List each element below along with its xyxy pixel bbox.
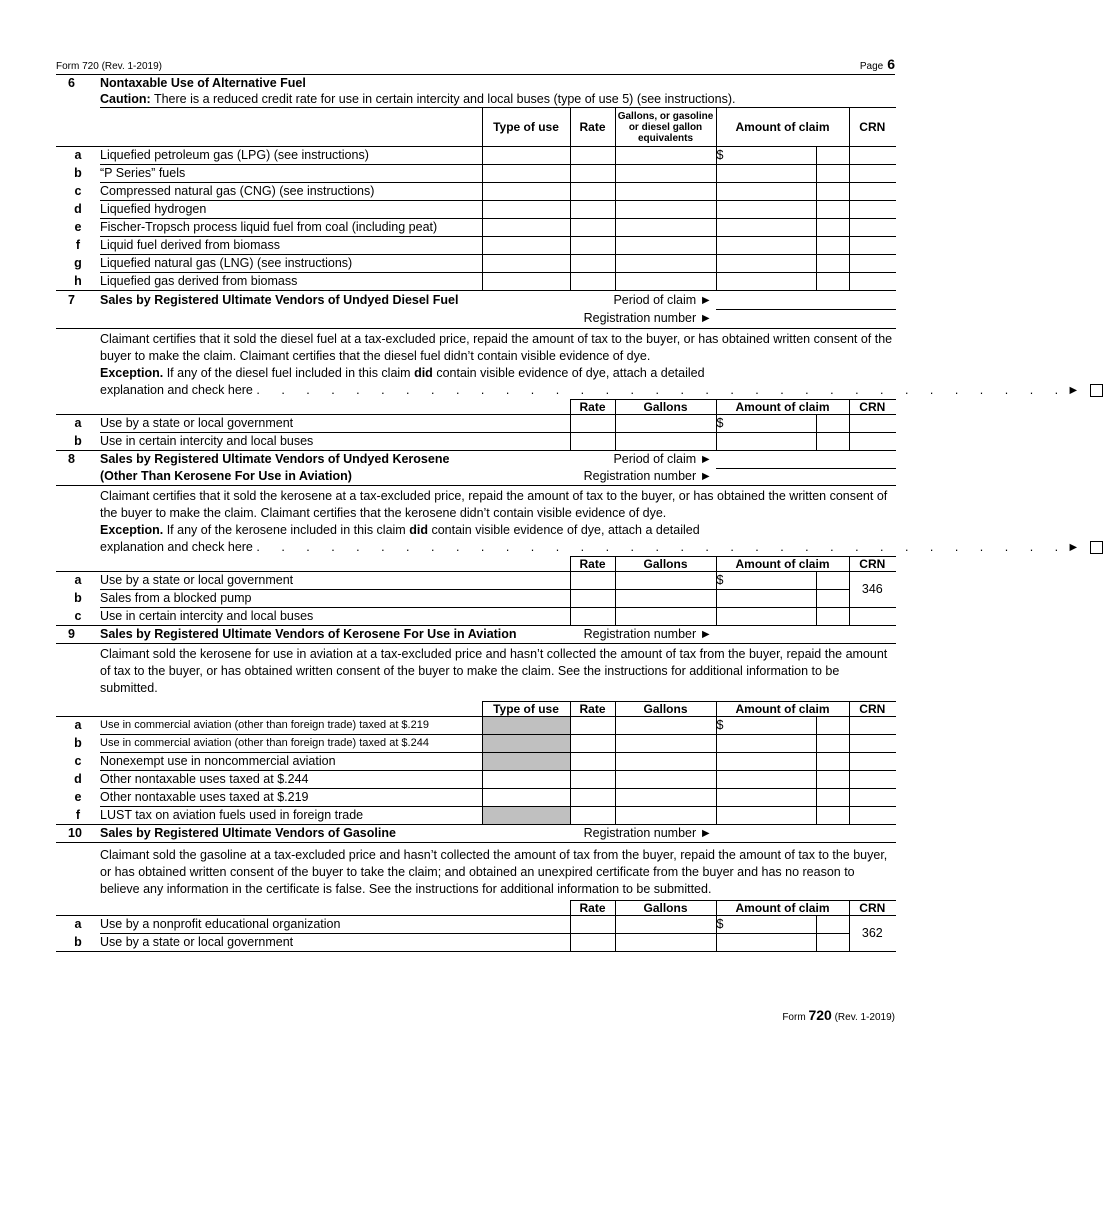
section-7-number: 7 (68, 292, 75, 307)
s6-row-label: Compressed natural gas (CNG) (see instructions) (100, 183, 482, 201)
section-8-number: 8 (68, 452, 75, 466)
col-gallons-equivalents: Gallons, or gasoline or diesel gallon equivalents (615, 108, 716, 147)
crn-value: 362 (849, 916, 895, 952)
s6-row-label: Fischer-Tropsch process liquid fuel from coal (including peat) (100, 219, 482, 237)
dye-exception-checkbox[interactable] (1090, 541, 1103, 554)
form-table: 6 Nontaxable Use of Alternative Fuel Caution: There is a reduced credit rate for use in certain intercity and local buses (type of use 5) (see instructions). Type of use Rate Gallons, or gasoline or diesel gallon equivalents Amount of claim CRN a Liquefied petroleum gas (LPG) (see instructions) $ b “P Series” fuels c Compressed natural gas (CNG) (see instructions) d Liquefied hydrogen e Fischer-Tropsch process liquid fuel from coal (including peat) f Liquid fuel derived from biomass g Liquefied natural gas (LNG) (see instructions) h Liquefied gas derived from biomass 7 Sales by Registered Ultimate Vendors of Undyed Diesel Fuel Period of claim ► Registration number ► Claimant certifies that it sold the diesel fuel at a tax-excluded price, repaid the amount of tax to the buyer, or has obtained written consent of the buyer to make the claim. Claimant certifies that the diesel fuel didn’t contain visible evidence of dye. Exception. If any of the diesel fuel included in this claim did contain visible evidence of dye, attach a detailed explanation and check here . . . . . . . . . . . . . . . . . . . . . . . . . . . . . . . . .► Rate Gallons Amount of claim CRN a Use by a state or local government $ b Use in certain intercity and local buses 8 Sales by Registered Ultimate Vendors of Undyed Kerosene Period of claim ► (Other Than Kerosene For Use in Aviation) Registration number ► Claimant certifies that it sold the kerosene at a tax-excluded price, repaid the amount of tax to the buyer, or has obtained the written consent of the buyer to make the claim. Claimant certifies that the kerosene didn’t contain visible evidence of dye. Exception. If any of the kerosene included in this claim did contain visible evidence of dye, attach a detailed explanation and check here . . . . . . . . . . . . . . . . . . . . . . . . . . . . . . . . .► Rate Gallons Amount of claim CRN a Use by a state or local government $ 346 b Sales from a blocked pump c Use in certain intercity and local buses 9 Sales by Registered Ultimate Vendors of Kerosene For Use in Aviation Registration number ► Claimant sold the kerosene for use in aviation at a tax-excluded price and hasn’t collected the amount of tax from the buyer, repaid the amount of tax to the buyer, or has obtained written consent of the buyer to make the claim. See the instructions for additional information to be submitted. Type of use Rate Gallons Amount of claim CRN a Use in commercial aviation (other than foreign trade) taxed at $.219 $ b Use in commercial aviation (other than foreign trade) taxed at $.244 c Nonexempt use in noncommercial aviation d Other nontaxable uses taxed at $.244 e Other nontaxable uses taxed at $.219 f LUST tax on aviation fuels used in foreign trade 10 Sales by Registered Ultimate Vendors of Gasoline Registration number ► Claimant sold the gasoline at a tax-excluded price and hasn’t collected the amount of tax from the buyer, repaid the amount of tax to the buyer, or has obtained written consent of the buyer to take the claim; and obtained an unexpired certificate from the buyer and has no reason to believe any information in the certificate is false. See the instructions for additional information to be submitted. Rate Gallons Amount of claim CRN a Use by a nonprofit educational organization $ 362 b Use by a state or local government (56, 75, 895, 952)
page-header (56, 56, 895, 74)
registration-label: Registration number ► (570, 310, 716, 329)
section-6-number: 6 (68, 76, 75, 90)
form-id: Form 720 (Rev. 1-2019) (56, 61, 162, 72)
registration-number-input[interactable] (716, 310, 895, 329)
crn-value: 346 (849, 572, 895, 608)
section-9-title: Sales by Registered Ultimate Vendors of Kerosene For Use in Aviation (100, 626, 570, 644)
col-rate: Rate (570, 108, 615, 147)
section-8-certification: Claimant certifies that it sold the kerosene at a tax-excluded price, repaid the amount of tax to the buyer, or has obtained the written consent of the buyer to make the claim. Claimant certifies that the kerosene didn’t contain visible evidence of dye. (100, 489, 888, 520)
period-label: Period of claim ► (613, 292, 712, 307)
section-10-number: 10 (56, 825, 100, 843)
section-10-title: Sales by Registered Ultimate Vendors of Gasoline (100, 825, 570, 843)
section-6-title: Nontaxable Use of Alternative Fuel (100, 76, 306, 90)
period-of-claim-input[interactable] (716, 291, 895, 310)
s6-row-label: Liquid fuel derived from biomass (100, 237, 482, 255)
col-amount-of-claim: Amount of claim (716, 108, 849, 147)
s6-row-label: Liquefied petroleum gas (LPG) (see instructions) (100, 147, 482, 165)
dye-exception-checkbox[interactable] (1090, 384, 1103, 397)
s6-row-label: Liquefied natural gas (LNG) (see instructions) (100, 255, 482, 273)
s6-row-label: Liquefied hydrogen (100, 201, 482, 219)
section-7-certification: Claimant certifies that it sold the diesel fuel at a tax-excluded price, repaid the amount of tax to the buyer, or has obtained written consent of the buyer to make the claim. Claimant certifies that the diesel fuel didn’t contain visible evidence of dye. (100, 332, 893, 363)
page-label: Page (859, 61, 884, 72)
col-type-of-use: Type of use (482, 108, 570, 147)
section-10-certification: Claimant sold the gasoline at a tax-excluded price and hasn’t collected the amount of tax from the buyer, repaid the amount of tax to the buyer, or has obtained written consent of the buyer to take the claim; and obtained an unexpired certificate from the buyer and has no reason to believe any information in the certificate is false. See the instructions for additional information to be submitted. (100, 848, 888, 896)
type-input[interactable] (482, 147, 570, 165)
page-footer: Form 720 (Rev. 1-2019) (782, 1007, 895, 1023)
caution-label: Caution: (100, 92, 151, 106)
section-7-title: Sales by Registered Ultimate Vendors of Undyed Diesel Fuel (100, 292, 459, 307)
col-crn: CRN (849, 108, 895, 147)
amount-input[interactable]: $ (716, 147, 816, 165)
page-number: 6 (887, 56, 895, 72)
s6-row-label: “P Series” fuels (100, 165, 482, 183)
section-9-certification: Claimant sold the kerosene for use in aviation at a tax-excluded price and hasn’t collected the amount of tax from the buyer, repaid the amount of tax to the buyer, or has obtained written consent of the buyer to make the claim. See the instructions for additional information to be submitted. (100, 647, 888, 695)
s6-row-label: Liquefied gas derived from biomass (100, 273, 482, 291)
gallons-input[interactable] (615, 147, 716, 165)
section-9-number: 9 (56, 626, 100, 644)
caution-text: There is a reduced credit rate for use in certain intercity and local buses (type of use 5) (see instructions). (153, 92, 736, 106)
